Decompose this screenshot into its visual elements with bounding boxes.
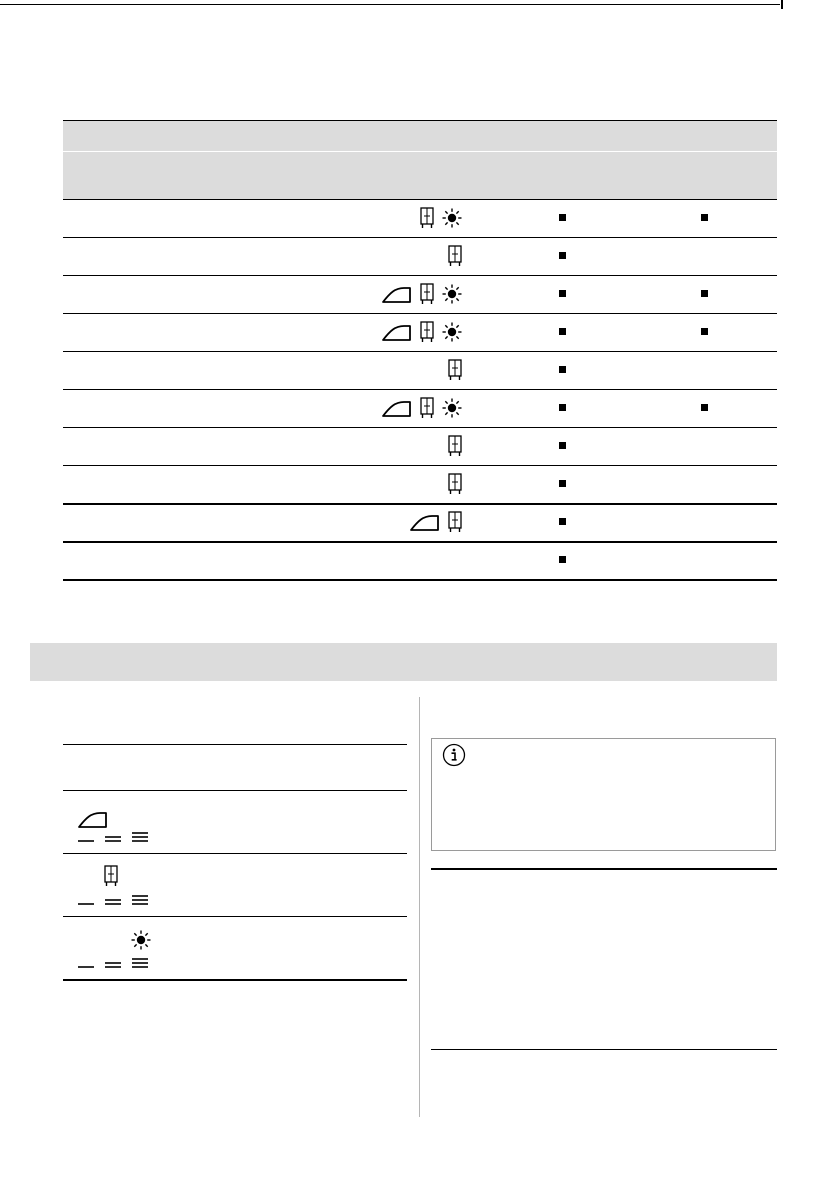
level-2-icon xyxy=(105,893,121,911)
level-2-icon xyxy=(105,956,121,974)
sun-icon xyxy=(442,208,462,228)
check-mark xyxy=(701,214,708,221)
check-mark xyxy=(559,442,566,449)
row-separator xyxy=(63,579,777,581)
table-row xyxy=(63,313,777,351)
legend-rule xyxy=(63,979,407,981)
iron-icon xyxy=(382,285,412,303)
table-header-row-2 xyxy=(63,152,777,200)
row-icons xyxy=(448,473,462,495)
level-3-icon xyxy=(132,830,148,848)
check-mark xyxy=(559,328,566,335)
row-icons xyxy=(410,511,462,533)
info-box xyxy=(431,738,776,851)
row-icons xyxy=(448,435,462,457)
table-header-row-1 xyxy=(63,120,777,152)
cabinet-icon xyxy=(420,321,434,343)
level-3-icon xyxy=(132,893,148,911)
legend-rule xyxy=(63,744,407,745)
row-icons xyxy=(448,359,462,381)
check-mark xyxy=(701,328,708,335)
cabinet-icon xyxy=(420,397,434,419)
column-divider xyxy=(419,697,420,1117)
cabinet-icon xyxy=(420,207,434,229)
legend-row xyxy=(63,916,407,979)
cabinet-icon xyxy=(448,245,462,267)
table-row xyxy=(63,427,777,465)
table-row xyxy=(63,541,777,579)
check-mark xyxy=(559,290,566,297)
row-icons xyxy=(382,321,462,343)
right-rule xyxy=(431,868,777,870)
iron-icon xyxy=(410,513,440,531)
table-row xyxy=(63,389,777,427)
info-icon xyxy=(442,743,466,772)
cabinet-icon xyxy=(448,511,462,533)
sun-icon xyxy=(442,284,462,304)
table-row xyxy=(63,275,777,313)
cabinet-icon xyxy=(448,435,462,457)
check-mark xyxy=(559,366,566,373)
check-mark xyxy=(701,290,708,297)
table-row xyxy=(63,199,777,237)
section-heading-band xyxy=(30,643,777,681)
cabinet-icon xyxy=(448,473,462,495)
check-mark xyxy=(559,404,566,411)
table-row xyxy=(63,465,777,503)
level-1-icon xyxy=(78,830,94,848)
page-header-rule xyxy=(0,4,780,5)
legend-row xyxy=(63,853,407,916)
table-row xyxy=(63,351,777,389)
row-icons xyxy=(382,397,462,419)
check-mark xyxy=(559,252,566,259)
right-rule xyxy=(431,1049,777,1050)
page-header-tab xyxy=(781,0,783,9)
cabinet-icon xyxy=(420,283,434,305)
check-mark xyxy=(559,556,566,563)
legend-row xyxy=(63,790,407,853)
check-mark xyxy=(559,518,566,525)
cabinet-icon xyxy=(448,359,462,381)
row-icons xyxy=(448,245,462,267)
table-row xyxy=(63,503,777,541)
level-2-icon xyxy=(105,830,121,848)
iron-icon xyxy=(382,399,412,417)
level-1-icon xyxy=(78,956,94,974)
row-icons xyxy=(382,283,462,305)
sun-icon xyxy=(442,322,462,342)
level-3-icon xyxy=(132,956,148,974)
check-mark xyxy=(559,480,566,487)
row-icons xyxy=(420,207,462,229)
iron-icon xyxy=(382,323,412,341)
table-row xyxy=(63,237,777,275)
cabinet-icon xyxy=(104,865,118,892)
sun-icon xyxy=(442,398,462,418)
check-mark xyxy=(559,214,566,221)
check-mark xyxy=(701,404,708,411)
sun-icon xyxy=(131,930,151,955)
level-1-icon xyxy=(78,893,94,911)
